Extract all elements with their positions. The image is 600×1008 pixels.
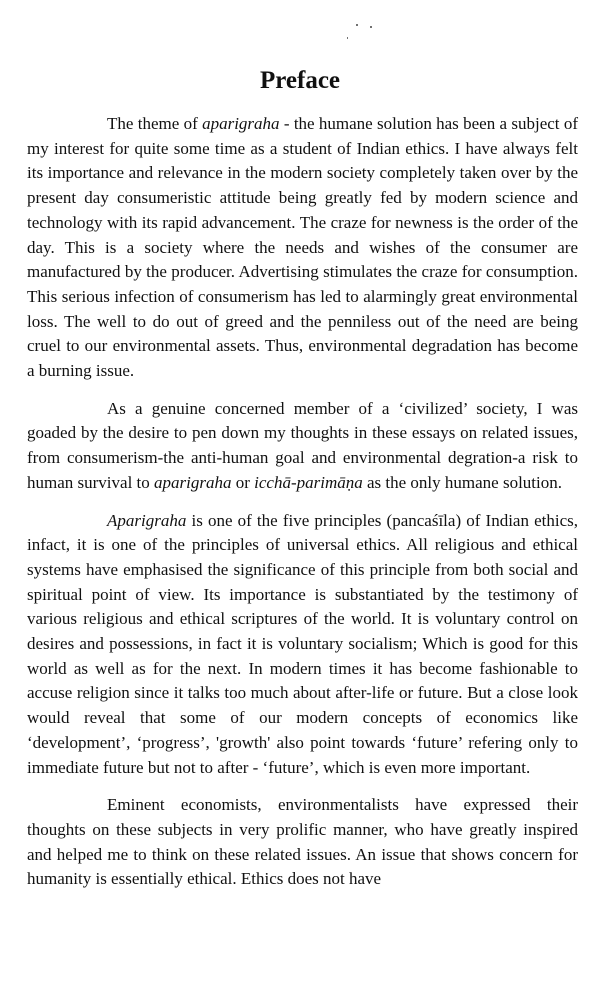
scan-speck xyxy=(370,26,372,28)
emphasis: icchā-parimāṇa xyxy=(254,472,363,492)
paragraph-text: as the only humane solution. xyxy=(362,472,563,492)
paragraph-text: or xyxy=(231,472,255,492)
emphasis: Aparigraha xyxy=(107,510,187,530)
paragraph xyxy=(27,793,578,892)
document-body xyxy=(27,112,578,892)
emphasis: aparigraha xyxy=(154,472,232,492)
scan-speck xyxy=(356,24,358,26)
paragraph-text: - the humane solution has been a subject of my interest for quite some time as a student of Indian ethics. I have always felt its importance and relevance in the modern society completely taken over by the present day consumeristic attitude being greatly fed by modern science and technology with its rapid advancement. The craze for newness is the order of the day. This is a society where the needs and wishes of the consumer are manufactured by the producer. Advertising stimulates the craze for consumption. This serious infection of consumerism has led to alarmingly great environmental loss. The well to do out of greed and the penniless out of the need are being cruel to our environmental assets. Thus, environmental degradation has become a burning issue. xyxy=(27,114,578,381)
paragraph xyxy=(27,397,578,496)
emphasis: aparigraha xyxy=(202,114,280,133)
paragraph xyxy=(27,509,578,781)
paragraph-text: The theme of xyxy=(107,114,203,133)
paragraph xyxy=(27,112,578,384)
scan-speck xyxy=(347,37,348,39)
paragraph-text: Eminent economists, environmentalists have expressed their thoughts on these subjects in very prolific manner, who have greatly inspired and helped me to think on these related issues. An issue that shows concern for humanity is essentially ethical. Ethics does not have xyxy=(27,795,578,889)
paragraph-text: As a genuine concerned member of a ‘civilized’ society, I was goaded by the desire to pen down my thoughts in these essays on related issues, from consumerism-the anti-human goal and environmental degration-a risk to human survival to xyxy=(27,398,578,492)
page-title: Preface xyxy=(259,67,341,94)
paragraph-text: is one of the five principles (pancaśīla) of Indian ethics, infact, it is one of the principles of universal ethics. All religious and ethical systems have emphasised the significance of this principle from both social and spiritual point of view. Its importance is substantiated by the testimony of various religious and ethical scriptures of the world. It is voluntary control on desires and possessions, in fact it is voluntary socialism; Which is good for this world as well as for the next. In modern times it has become fashionable to accuse religion since it talks too much about after-life or future. But a close look would reveal that some of our modern concepts of economics like ‘development’, ‘progress’, 'growth' also point towards ‘future’ refering only to immediate future but not to after - ‘future’, which is even more important. xyxy=(27,510,578,777)
